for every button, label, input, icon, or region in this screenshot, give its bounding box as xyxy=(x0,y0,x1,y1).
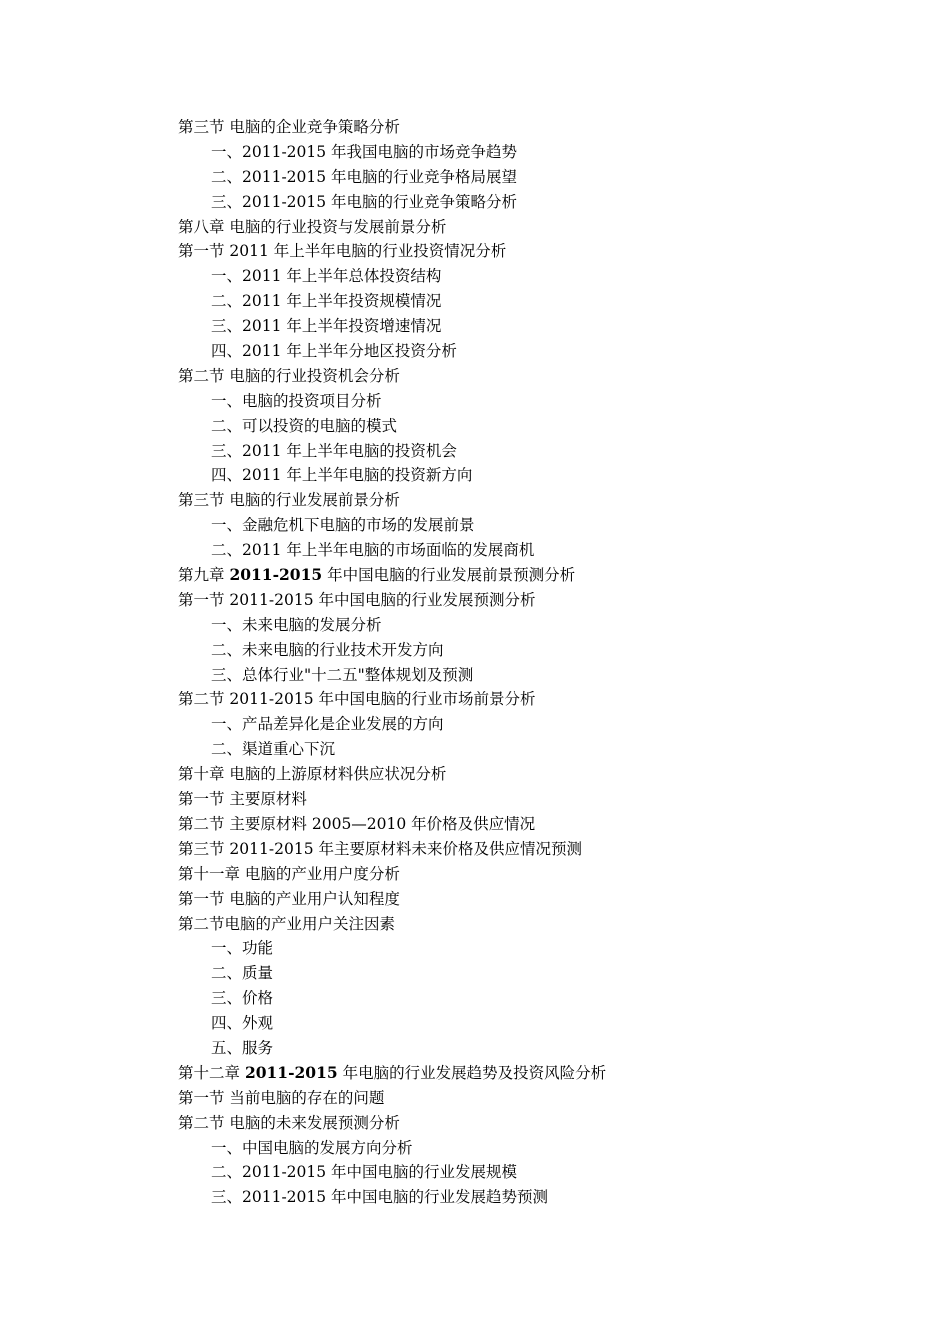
toc-subitem xyxy=(178,538,898,563)
toc-text: 一、2011-2015 年我国电脑的市场竞争趋势 xyxy=(211,142,518,161)
toc-subitem xyxy=(178,1036,898,1061)
toc-text: 二、2011-2015 年中国电脑的行业发展规模 xyxy=(211,1163,518,1182)
toc-subitem xyxy=(178,463,898,488)
toc-subitem xyxy=(178,936,898,961)
toc-subitem xyxy=(178,289,898,314)
toc-text: 三、2011-2015 年中国电脑的行业发展趋势预测 xyxy=(211,1188,549,1207)
toc-subitem xyxy=(178,339,898,364)
toc-subitem xyxy=(178,389,898,414)
toc-subitem xyxy=(178,737,898,762)
toc-heading xyxy=(178,364,898,389)
toc-heading xyxy=(178,787,898,812)
toc-subitem xyxy=(178,986,898,1011)
table-of-contents xyxy=(178,115,898,1210)
toc-subitem xyxy=(178,613,898,638)
toc-text: 二、2011 年上半年投资规模情况 xyxy=(211,292,442,311)
toc-subitem xyxy=(178,140,898,165)
toc-text: 三、2011 年上半年电脑的投资机会 xyxy=(211,441,457,460)
toc-text: 二、2011-2015 年电脑的行业竞争格局展望 xyxy=(211,167,518,186)
toc-subitem xyxy=(178,1185,898,1210)
toc-text: 四、外观 xyxy=(211,1014,274,1033)
toc-text: 一、产品差异化是企业发展的方向 xyxy=(211,715,444,734)
toc-text: 第一节 电脑的产业用户认知程度 xyxy=(178,889,400,908)
toc-text-suffix: 年电脑的行业发展趋势及投资风险分析 xyxy=(337,1063,607,1082)
toc-text: 第三节 电脑的行业发展前景分析 xyxy=(178,491,400,510)
toc-heading xyxy=(178,215,898,240)
toc-subitem xyxy=(178,165,898,190)
toc-text: 五、服务 xyxy=(211,1038,274,1057)
toc-heading xyxy=(178,1111,898,1136)
toc-subitem xyxy=(178,1011,898,1036)
toc-text: 第十二章 xyxy=(178,1063,245,1082)
toc-subitem xyxy=(178,1160,898,1185)
toc-subitem xyxy=(178,439,898,464)
toc-heading xyxy=(178,887,898,912)
toc-text: 第一节 当前电脑的存在的问题 xyxy=(178,1088,385,1107)
toc-text: 第一节 主要原材料 xyxy=(178,790,307,809)
toc-heading xyxy=(178,837,898,862)
toc-text: 第二节 2011-2015 年中国电脑的行业市场前景分析 xyxy=(178,690,536,709)
toc-text-bold: 2011-2015 xyxy=(229,565,323,585)
toc-text: 二、未来电脑的行业技术开发方向 xyxy=(211,640,444,659)
toc-text: 一、金融危机下电脑的市场的发展前景 xyxy=(211,516,475,535)
toc-subitem xyxy=(178,663,898,688)
toc-heading xyxy=(178,563,898,588)
toc-text: 二、质量 xyxy=(211,964,274,983)
toc-text: 一、中国电脑的发展方向分析 xyxy=(211,1138,413,1157)
toc-text: 三、价格 xyxy=(211,989,274,1008)
toc-heading xyxy=(178,862,898,887)
toc-heading xyxy=(178,115,898,140)
toc-text: 一、功能 xyxy=(211,939,274,958)
toc-text: 四、2011 年上半年分地区投资分析 xyxy=(211,342,457,361)
toc-text: 第九章 xyxy=(178,566,230,585)
toc-text: 一、未来电脑的发展分析 xyxy=(211,615,382,634)
toc-text: 第八章 电脑的行业投资与发展前景分析 xyxy=(178,217,447,236)
toc-heading xyxy=(178,488,898,513)
toc-text: 一、2011 年上半年总体投资结构 xyxy=(211,267,442,286)
toc-text: 三、总体行业"十二五"整体规划及预测 xyxy=(211,665,474,684)
toc-text: 二、可以投资的电脑的模式 xyxy=(211,416,398,435)
toc-text: 第二节 主要原材料 2005—2010 年价格及供应情况 xyxy=(178,814,536,833)
toc-subitem xyxy=(178,414,898,439)
toc-heading xyxy=(178,1061,898,1086)
toc-subitem xyxy=(178,264,898,289)
toc-subitem xyxy=(178,190,898,215)
toc-text: 第二节电脑的产业用户关注因素 xyxy=(178,914,396,933)
toc-text: 第二节 电脑的未来发展预测分析 xyxy=(178,1113,400,1132)
toc-text: 第一节 2011 年上半年电脑的行业投资情况分析 xyxy=(178,242,507,261)
toc-text: 二、渠道重心下沉 xyxy=(211,740,336,759)
toc-subitem xyxy=(178,1136,898,1161)
toc-subitem xyxy=(178,961,898,986)
toc-text: 四、2011 年上半年电脑的投资新方向 xyxy=(211,466,473,485)
toc-text: 二、2011 年上半年电脑的市场面临的发展商机 xyxy=(211,541,535,560)
toc-heading xyxy=(178,1086,898,1111)
toc-text-bold: 2011-2015 xyxy=(244,1062,338,1082)
toc-heading xyxy=(178,687,898,712)
toc-text: 三、2011-2015 年电脑的行业竞争策略分析 xyxy=(211,192,518,211)
toc-text: 第一节 2011-2015 年中国电脑的行业发展预测分析 xyxy=(178,590,536,609)
toc-heading xyxy=(178,762,898,787)
toc-heading xyxy=(178,912,898,937)
toc-heading xyxy=(178,812,898,837)
toc-heading xyxy=(178,588,898,613)
toc-text: 三、2011 年上半年投资增速情况 xyxy=(211,317,442,336)
toc-subitem xyxy=(178,513,898,538)
toc-subitem xyxy=(178,314,898,339)
toc-subitem xyxy=(178,712,898,737)
toc-text: 第二节 电脑的行业投资机会分析 xyxy=(178,366,400,385)
toc-heading xyxy=(178,239,898,264)
toc-text-suffix: 年中国电脑的行业发展前景预测分析 xyxy=(322,566,576,585)
toc-text: 第十一章 电脑的产业用户度分析 xyxy=(178,864,400,883)
toc-text: 第十章 电脑的上游原材料供应状况分析 xyxy=(178,765,447,784)
toc-text: 一、电脑的投资项目分析 xyxy=(211,391,382,410)
toc-text: 第三节 电脑的企业竞争策略分析 xyxy=(178,118,400,136)
toc-subitem xyxy=(178,638,898,663)
toc-text: 第三节 2011-2015 年主要原材料未来价格及供应情况预测 xyxy=(178,839,582,858)
